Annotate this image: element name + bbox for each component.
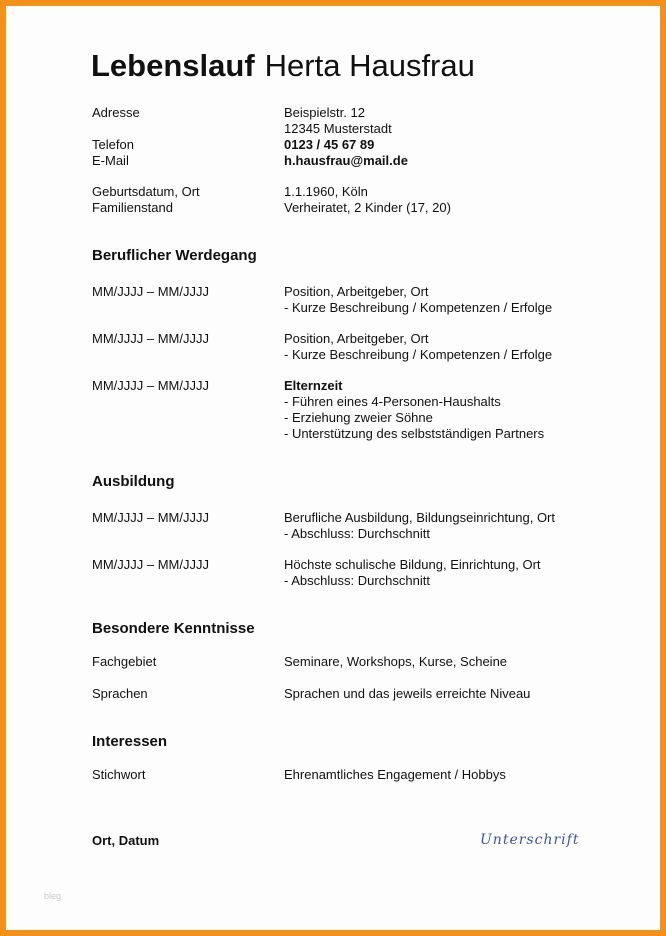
watermark: bleg: [44, 891, 62, 901]
career-title: Elternzeit: [284, 378, 343, 393]
place-date: Ort, Datum: [92, 833, 160, 848]
email-label: E-Mail: [92, 153, 129, 168]
skills-label: Sprachen: [92, 686, 148, 701]
career-title: Position, Arbeitgeber, Ort: [284, 284, 429, 299]
career-date: MM/JJJJ – MM/JJJJ: [92, 378, 209, 393]
birth-value: 1.1.1960, Köln: [284, 184, 368, 199]
title-name: Herta Hausfrau: [264, 48, 475, 83]
title-label: Lebenslauf: [91, 48, 255, 83]
education-heading: Ausbildung: [92, 473, 175, 490]
page-title: [91, 48, 475, 84]
address-line1: Beispielstr. 12: [284, 105, 365, 120]
phone-label: Telefon: [92, 137, 134, 152]
family-label: Familienstand: [92, 200, 173, 215]
career-heading: Beruflicher Werdegang: [92, 247, 257, 264]
interests-value: Ehrenamtliches Engagement / Hobbys: [284, 767, 506, 782]
career-title: Position, Arbeitgeber, Ort: [284, 331, 429, 346]
skills-value: Sprachen und das jeweils erreichte Niveau: [284, 686, 531, 701]
career-detail: - Kurze Beschreibung / Kompetenzen / Erfolge: [284, 300, 553, 315]
email-value: h.hausfrau@mail.de: [284, 153, 408, 168]
career-date: MM/JJJJ – MM/JJJJ: [92, 284, 209, 299]
career-detail: - Erziehung zweier Söhne: [284, 410, 433, 425]
skills-value: Seminare, Workshops, Kurse, Scheine: [284, 654, 508, 669]
education-date: MM/JJJJ – MM/JJJJ: [92, 510, 209, 525]
interests-label: Stichwort: [92, 767, 146, 782]
career-date: MM/JJJJ – MM/JJJJ: [92, 331, 209, 346]
skills-heading: Besondere Kenntnisse: [92, 620, 255, 637]
signature: Unterschrift: [480, 832, 580, 848]
career-detail: - Führen eines 4-Personen-Haushalts: [284, 394, 501, 409]
career-detail: - Unterstützung des selbstständigen Partners: [284, 426, 545, 441]
address-line2: 12345 Musterstadt: [284, 121, 392, 136]
education-detail: - Abschluss: Durchschnitt: [284, 526, 430, 541]
address-label: Adresse: [92, 105, 140, 120]
education-title: Höchste schulische Bildung, Einrichtung, Ort: [284, 557, 541, 572]
career-detail: - Kurze Beschreibung / Kompetenzen / Erfolge: [284, 347, 553, 362]
skills-label: Fachgebiet: [92, 654, 157, 669]
phone-value: 0123 / 45 67 89: [284, 137, 375, 152]
family-value: Verheiratet, 2 Kinder (17, 20): [284, 200, 451, 215]
education-detail: - Abschluss: Durchschnitt: [284, 573, 430, 588]
birth-label: Geburtsdatum, Ort: [92, 184, 200, 199]
interests-heading: Interessen: [92, 733, 168, 750]
education-title: Berufliche Ausbildung, Bildungseinrichtung, Ort: [284, 510, 555, 525]
education-date: MM/JJJJ – MM/JJJJ: [92, 557, 209, 572]
